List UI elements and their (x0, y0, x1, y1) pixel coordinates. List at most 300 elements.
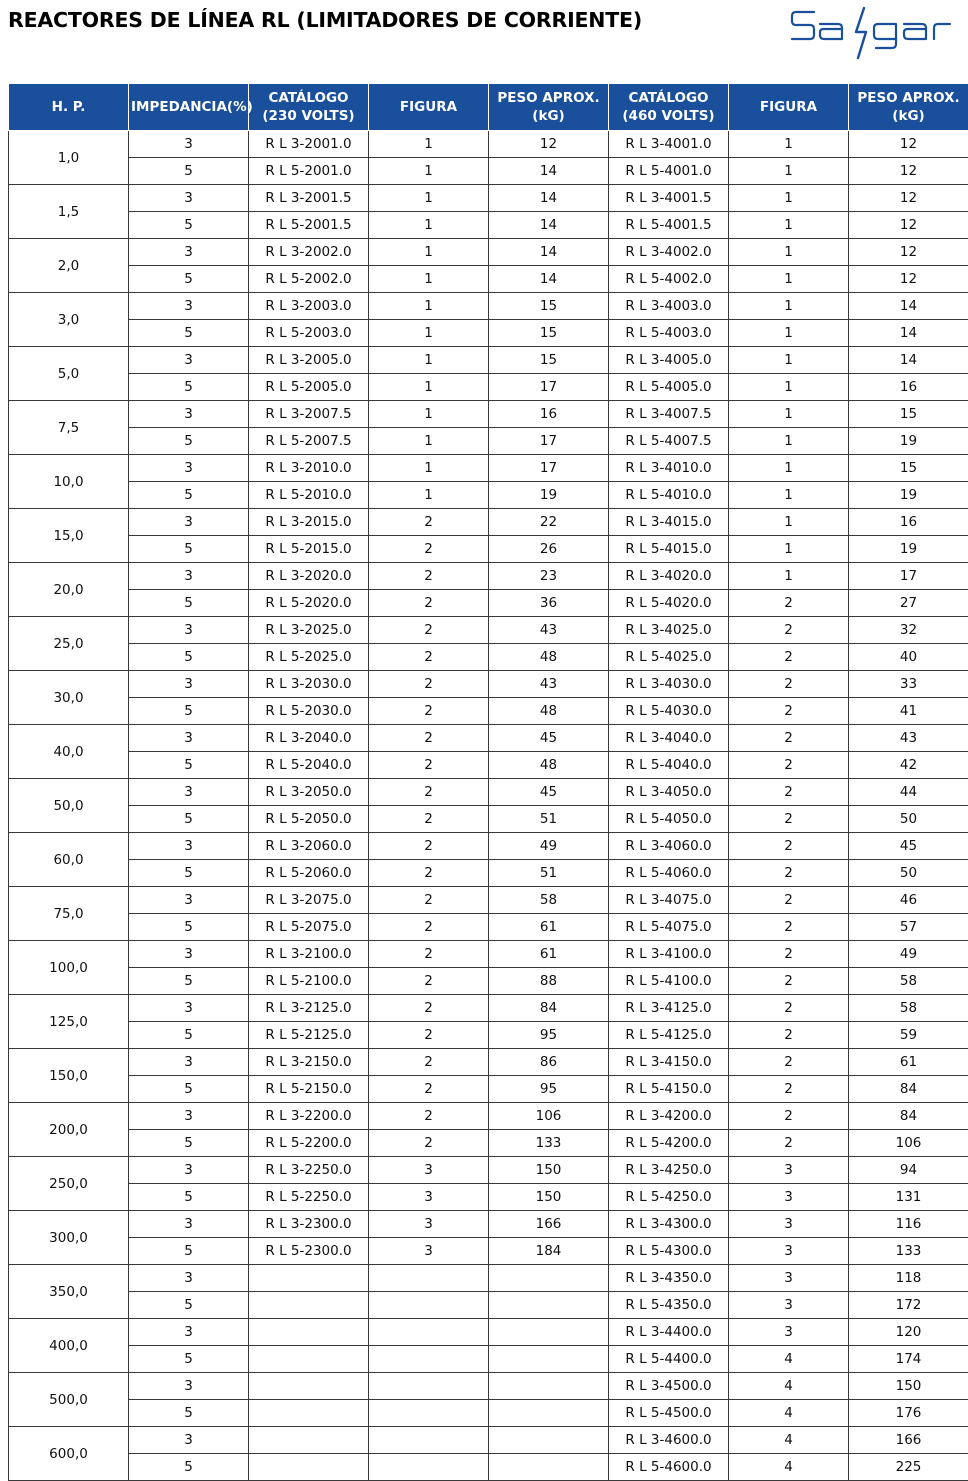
table-row (9, 1400, 968, 1427)
impedancia-cell: 3 (129, 1265, 249, 1292)
catalogo-460-cell: R L 5-4015.0 (609, 536, 729, 563)
table-row (9, 1238, 968, 1265)
peso-230-cell: 106 (489, 1103, 609, 1130)
catalogo-460-cell: R L 3-4250.0 (609, 1157, 729, 1184)
catalogo-460-cell: R L 5-4060.0 (609, 860, 729, 887)
figura-460-cell: 2 (729, 1130, 849, 1157)
catalogo-230-cell: R L 5-2040.0 (249, 752, 369, 779)
table-row (9, 428, 968, 455)
header-figura-460: FIGURA (729, 84, 849, 131)
table-row (9, 293, 968, 320)
impedancia-cell: 5 (129, 1076, 249, 1103)
figura-230-cell: 1 (369, 266, 489, 293)
table-row (9, 374, 968, 401)
header-hp: H. P. (9, 84, 129, 131)
hp-cell: 200,0 (9, 1103, 129, 1157)
peso-230-cell: 84 (489, 995, 609, 1022)
impedancia-cell: 5 (129, 1184, 249, 1211)
figura-460-cell: 2 (729, 698, 849, 725)
impedancia-cell: 5 (129, 266, 249, 293)
table-row (9, 1076, 968, 1103)
catalogo-230-cell (249, 1400, 369, 1427)
hp-cell: 15,0 (9, 509, 129, 563)
catalogo-230-cell: R L 5-2200.0 (249, 1130, 369, 1157)
impedancia-cell: 5 (129, 536, 249, 563)
figura-460-cell: 2 (729, 644, 849, 671)
peso-230-cell: 15 (489, 320, 609, 347)
hp-cell: 10,0 (9, 455, 129, 509)
impedancia-cell: 5 (129, 1400, 249, 1427)
catalogo-460-cell: R L 5-4250.0 (609, 1184, 729, 1211)
catalogo-230-cell: R L 3-2025.0 (249, 617, 369, 644)
peso-230-cell: 88 (489, 968, 609, 995)
figura-460-cell: 2 (729, 833, 849, 860)
peso-230-cell (489, 1454, 609, 1481)
impedancia-cell: 3 (129, 725, 249, 752)
table-row (9, 1373, 968, 1400)
table-row (9, 1346, 968, 1373)
figura-460-cell: 2 (729, 671, 849, 698)
figura-230-cell: 2 (369, 968, 489, 995)
figura-460-cell: 2 (729, 914, 849, 941)
figura-230-cell: 1 (369, 185, 489, 212)
catalogo-460-cell: R L 3-4003.0 (609, 293, 729, 320)
hp-cell: 600,0 (9, 1427, 129, 1481)
peso-230-cell: 14 (489, 212, 609, 239)
peso-230-cell: 43 (489, 617, 609, 644)
figura-460-cell: 2 (729, 941, 849, 968)
catalogo-460-cell: R L 5-4200.0 (609, 1130, 729, 1157)
catalogo-460-cell: R L 3-4075.0 (609, 887, 729, 914)
catalogo-230-cell: R L 5-2002.0 (249, 266, 369, 293)
catalogo-460-cell: R L 5-4040.0 (609, 752, 729, 779)
catalogo-230-cell: R L 3-2001.0 (249, 131, 369, 158)
peso-460-cell: 43 (849, 725, 968, 752)
catalogo-230-cell: R L 3-2125.0 (249, 995, 369, 1022)
figura-230-cell: 1 (369, 158, 489, 185)
figura-230-cell: 2 (369, 671, 489, 698)
peso-460-cell: 59 (849, 1022, 968, 1049)
peso-230-cell: 17 (489, 428, 609, 455)
catalogo-230-cell: R L 3-2075.0 (249, 887, 369, 914)
impedancia-cell: 3 (129, 1427, 249, 1454)
peso-230-cell (489, 1292, 609, 1319)
peso-230-cell: 15 (489, 347, 609, 374)
figura-230-cell: 2 (369, 1130, 489, 1157)
peso-460-cell: 42 (849, 752, 968, 779)
peso-460-cell: 172 (849, 1292, 968, 1319)
impedancia-cell: 3 (129, 1373, 249, 1400)
catalogo-230-cell: R L 3-2060.0 (249, 833, 369, 860)
peso-460-cell: 12 (849, 212, 968, 239)
catalogo-460-cell: R L 3-4015.0 (609, 509, 729, 536)
figura-230-cell (369, 1292, 489, 1319)
table-row (9, 833, 968, 860)
table-row (9, 1103, 968, 1130)
catalogo-460-cell: R L 3-4500.0 (609, 1373, 729, 1400)
figura-230-cell: 2 (369, 698, 489, 725)
peso-460-cell: 12 (849, 131, 968, 158)
figura-230-cell: 2 (369, 617, 489, 644)
figura-230-cell: 1 (369, 131, 489, 158)
hp-cell: 7,5 (9, 401, 129, 455)
peso-230-cell: 58 (489, 887, 609, 914)
figura-460-cell: 1 (729, 266, 849, 293)
peso-460-cell: 176 (849, 1400, 968, 1427)
peso-460-cell: 133 (849, 1238, 968, 1265)
catalogo-460-cell: R L 3-4060.0 (609, 833, 729, 860)
catalogo-460-cell: R L 3-4001.5 (609, 185, 729, 212)
peso-460-cell: 94 (849, 1157, 968, 1184)
figura-460-cell: 2 (729, 725, 849, 752)
peso-230-cell: 19 (489, 482, 609, 509)
peso-460-cell: 58 (849, 968, 968, 995)
impedancia-cell: 5 (129, 698, 249, 725)
catalogo-460-cell: R L 3-4005.0 (609, 347, 729, 374)
catalogo-230-cell (249, 1454, 369, 1481)
peso-230-cell: 61 (489, 914, 609, 941)
catalogo-460-cell: R L 5-4300.0 (609, 1238, 729, 1265)
peso-460-cell: 12 (849, 185, 968, 212)
figura-460-cell: 1 (729, 428, 849, 455)
figura-230-cell: 1 (369, 347, 489, 374)
peso-230-cell: 49 (489, 833, 609, 860)
catalogo-460-cell: R L 3-4125.0 (609, 995, 729, 1022)
peso-460-cell: 44 (849, 779, 968, 806)
peso-460-cell: 17 (849, 563, 968, 590)
peso-230-cell (489, 1265, 609, 1292)
table-row (9, 1427, 968, 1454)
table-row (9, 806, 968, 833)
table-row (9, 590, 968, 617)
table-row (9, 1211, 968, 1238)
figura-460-cell: 1 (729, 536, 849, 563)
table-row (9, 725, 968, 752)
figura-460-cell: 2 (729, 968, 849, 995)
peso-460-cell: 57 (849, 914, 968, 941)
catalogo-460-cell: R L 5-4001.5 (609, 212, 729, 239)
figura-230-cell: 2 (369, 914, 489, 941)
figura-460-cell: 1 (729, 401, 849, 428)
figura-230-cell: 2 (369, 563, 489, 590)
figura-230-cell: 1 (369, 320, 489, 347)
figura-460-cell: 4 (729, 1373, 849, 1400)
table-row (9, 1049, 968, 1076)
figura-230-cell: 3 (369, 1238, 489, 1265)
figura-230-cell: 1 (369, 401, 489, 428)
figura-230-cell: 1 (369, 455, 489, 482)
table-row (9, 536, 968, 563)
peso-230-cell: 48 (489, 698, 609, 725)
catalogo-230-cell (249, 1373, 369, 1400)
peso-460-cell: 84 (849, 1103, 968, 1130)
catalogo-460-cell: R L 3-4150.0 (609, 1049, 729, 1076)
impedancia-cell: 5 (129, 320, 249, 347)
figura-460-cell: 1 (729, 455, 849, 482)
table-row (9, 1265, 968, 1292)
figura-230-cell: 2 (369, 536, 489, 563)
figura-230-cell: 2 (369, 1049, 489, 1076)
table-header-row (9, 84, 968, 131)
peso-460-cell: 225 (849, 1454, 968, 1481)
peso-460-cell: 12 (849, 158, 968, 185)
peso-460-cell: 120 (849, 1319, 968, 1346)
impedancia-cell: 3 (129, 887, 249, 914)
catalogo-460-cell: R L 3-4050.0 (609, 779, 729, 806)
catalogo-230-cell: R L 5-2250.0 (249, 1184, 369, 1211)
table-row (9, 887, 968, 914)
table-row (9, 509, 968, 536)
hp-cell: 60,0 (9, 833, 129, 887)
peso-460-cell: 61 (849, 1049, 968, 1076)
catalogo-230-cell: R L 5-2030.0 (249, 698, 369, 725)
impedancia-cell: 5 (129, 1346, 249, 1373)
impedancia-cell: 5 (129, 428, 249, 455)
catalogo-460-cell: R L 5-4050.0 (609, 806, 729, 833)
peso-460-cell: 131 (849, 1184, 968, 1211)
table-row (9, 266, 968, 293)
header-impedancia: IMPEDANCIA(%) (129, 84, 249, 131)
figura-230-cell: 2 (369, 1022, 489, 1049)
hp-cell: 25,0 (9, 617, 129, 671)
catalogo-230-cell: R L 3-2150.0 (249, 1049, 369, 1076)
table-row (9, 1292, 968, 1319)
figura-460-cell: 1 (729, 293, 849, 320)
catalogo-230-cell: R L 3-2040.0 (249, 725, 369, 752)
impedancia-cell: 5 (129, 590, 249, 617)
catalogo-230-cell: R L 5-2060.0 (249, 860, 369, 887)
reactors-table (8, 83, 968, 1481)
catalogo-230-cell: R L 3-2003.0 (249, 293, 369, 320)
hp-cell: 5,0 (9, 347, 129, 401)
table-row (9, 941, 968, 968)
hp-cell: 1,0 (9, 131, 129, 185)
figura-460-cell: 1 (729, 509, 849, 536)
figura-460-cell: 2 (729, 617, 849, 644)
hp-cell: 500,0 (9, 1373, 129, 1427)
figura-230-cell: 2 (369, 941, 489, 968)
peso-460-cell: 14 (849, 293, 968, 320)
peso-460-cell: 33 (849, 671, 968, 698)
peso-230-cell (489, 1346, 609, 1373)
figura-460-cell: 1 (729, 212, 849, 239)
table-row (9, 563, 968, 590)
impedancia-cell: 3 (129, 1211, 249, 1238)
impedancia-cell: 3 (129, 941, 249, 968)
hp-cell: 30,0 (9, 671, 129, 725)
impedancia-cell: 3 (129, 833, 249, 860)
figura-230-cell (369, 1454, 489, 1481)
figura-460-cell: 4 (729, 1427, 849, 1454)
figura-460-cell: 1 (729, 239, 849, 266)
table-row (9, 401, 968, 428)
table-row (9, 1130, 968, 1157)
table-row (9, 239, 968, 266)
impedancia-cell: 5 (129, 806, 249, 833)
catalogo-460-cell: R L 5-4125.0 (609, 1022, 729, 1049)
impedancia-cell: 5 (129, 644, 249, 671)
header-catalogo-460: CATÁLOGO (460 VOLTS) (609, 84, 729, 131)
peso-460-cell: 27 (849, 590, 968, 617)
peso-460-cell: 32 (849, 617, 968, 644)
catalogo-230-cell: R L 3-2020.0 (249, 563, 369, 590)
catalogo-460-cell: R L 3-4200.0 (609, 1103, 729, 1130)
peso-230-cell: 95 (489, 1022, 609, 1049)
impedancia-cell: 3 (129, 293, 249, 320)
figura-460-cell: 2 (729, 995, 849, 1022)
catalogo-460-cell: R L 5-4100.0 (609, 968, 729, 995)
impedancia-cell: 5 (129, 968, 249, 995)
figura-460-cell: 1 (729, 482, 849, 509)
peso-460-cell: 19 (849, 536, 968, 563)
header-peso-460: PESO APROX. (kG) (849, 84, 968, 131)
table-row (9, 320, 968, 347)
peso-460-cell: 174 (849, 1346, 968, 1373)
peso-230-cell (489, 1400, 609, 1427)
peso-460-cell: 50 (849, 806, 968, 833)
peso-230-cell: 17 (489, 374, 609, 401)
figura-230-cell: 1 (369, 293, 489, 320)
table-row (9, 698, 968, 725)
impedancia-cell: 5 (129, 914, 249, 941)
figura-460-cell: 1 (729, 563, 849, 590)
table-body (9, 131, 968, 1481)
figura-230-cell: 2 (369, 752, 489, 779)
impedancia-cell: 5 (129, 482, 249, 509)
peso-460-cell: 45 (849, 833, 968, 860)
figura-460-cell: 2 (729, 590, 849, 617)
peso-460-cell: 40 (849, 644, 968, 671)
peso-460-cell: 15 (849, 455, 968, 482)
hp-cell: 300,0 (9, 1211, 129, 1265)
catalogo-230-cell: R L 5-2025.0 (249, 644, 369, 671)
catalogo-230-cell: R L 5-2001.5 (249, 212, 369, 239)
figura-230-cell: 1 (369, 239, 489, 266)
peso-230-cell: 51 (489, 806, 609, 833)
figura-230-cell: 2 (369, 779, 489, 806)
table-row (9, 1454, 968, 1481)
impedancia-cell: 5 (129, 1130, 249, 1157)
figura-460-cell: 3 (729, 1238, 849, 1265)
catalogo-230-cell: R L 5-2007.5 (249, 428, 369, 455)
figura-460-cell: 4 (729, 1346, 849, 1373)
peso-230-cell: 23 (489, 563, 609, 590)
peso-230-cell: 12 (489, 131, 609, 158)
catalogo-460-cell: R L 3-4007.5 (609, 401, 729, 428)
impedancia-cell: 3 (129, 239, 249, 266)
peso-230-cell: 16 (489, 401, 609, 428)
peso-230-cell: 14 (489, 158, 609, 185)
impedancia-cell: 3 (129, 1319, 249, 1346)
peso-230-cell: 133 (489, 1130, 609, 1157)
figura-460-cell: 2 (729, 752, 849, 779)
impedancia-cell: 3 (129, 1103, 249, 1130)
figura-460-cell: 1 (729, 320, 849, 347)
peso-460-cell: 49 (849, 941, 968, 968)
catalogo-230-cell: R L 3-2030.0 (249, 671, 369, 698)
figura-460-cell: 1 (729, 347, 849, 374)
catalogo-230-cell: R L 5-2100.0 (249, 968, 369, 995)
figura-230-cell: 2 (369, 1103, 489, 1130)
catalogo-460-cell: R L 5-4075.0 (609, 914, 729, 941)
impedancia-cell: 3 (129, 401, 249, 428)
impedancia-cell: 5 (129, 212, 249, 239)
peso-230-cell: 45 (489, 725, 609, 752)
hp-cell: 50,0 (9, 779, 129, 833)
impedancia-cell: 3 (129, 185, 249, 212)
figura-460-cell: 2 (729, 1076, 849, 1103)
figura-230-cell: 1 (369, 482, 489, 509)
peso-460-cell: 166 (849, 1427, 968, 1454)
peso-230-cell (489, 1427, 609, 1454)
impedancia-cell: 3 (129, 131, 249, 158)
catalogo-460-cell: R L 3-4001.0 (609, 131, 729, 158)
catalogo-230-cell: R L 5-2003.0 (249, 320, 369, 347)
figura-230-cell: 2 (369, 509, 489, 536)
peso-230-cell (489, 1373, 609, 1400)
figura-230-cell: 3 (369, 1157, 489, 1184)
table-row (9, 779, 968, 806)
catalogo-230-cell: R L 3-2015.0 (249, 509, 369, 536)
catalogo-460-cell: R L 3-4300.0 (609, 1211, 729, 1238)
peso-230-cell: 26 (489, 536, 609, 563)
impedancia-cell: 5 (129, 1454, 249, 1481)
saigar-logo (786, 2, 966, 62)
peso-460-cell: 84 (849, 1076, 968, 1103)
figura-460-cell: 4 (729, 1454, 849, 1481)
table-row (9, 455, 968, 482)
hp-cell: 40,0 (9, 725, 129, 779)
peso-460-cell: 106 (849, 1130, 968, 1157)
hp-cell: 400,0 (9, 1319, 129, 1373)
figura-460-cell: 3 (729, 1157, 849, 1184)
table-row (9, 1022, 968, 1049)
table-row (9, 671, 968, 698)
peso-460-cell: 41 (849, 698, 968, 725)
peso-230-cell: 150 (489, 1184, 609, 1211)
figura-230-cell: 2 (369, 1076, 489, 1103)
figura-460-cell: 3 (729, 1292, 849, 1319)
catalogo-460-cell: R L 5-4003.0 (609, 320, 729, 347)
figura-460-cell: 1 (729, 158, 849, 185)
figura-460-cell: 2 (729, 1049, 849, 1076)
catalogo-230-cell: R L 5-2010.0 (249, 482, 369, 509)
catalogo-460-cell: R L 3-4020.0 (609, 563, 729, 590)
peso-460-cell: 150 (849, 1373, 968, 1400)
figura-460-cell: 3 (729, 1265, 849, 1292)
catalogo-230-cell: R L 5-2050.0 (249, 806, 369, 833)
peso-230-cell: 61 (489, 941, 609, 968)
hp-cell: 75,0 (9, 887, 129, 941)
catalogo-460-cell: R L 5-4007.5 (609, 428, 729, 455)
impedancia-cell: 5 (129, 1292, 249, 1319)
hp-cell: 20,0 (9, 563, 129, 617)
impedancia-cell: 3 (129, 779, 249, 806)
figura-460-cell: 3 (729, 1211, 849, 1238)
figura-230-cell (369, 1319, 489, 1346)
impedancia-cell: 5 (129, 1022, 249, 1049)
hp-cell: 1,5 (9, 185, 129, 239)
catalogo-460-cell: R L 5-4500.0 (609, 1400, 729, 1427)
catalogo-460-cell: R L 5-4150.0 (609, 1076, 729, 1103)
peso-460-cell: 14 (849, 347, 968, 374)
peso-460-cell: 14 (849, 320, 968, 347)
impedancia-cell: 3 (129, 995, 249, 1022)
table-row (9, 347, 968, 374)
peso-460-cell: 58 (849, 995, 968, 1022)
table-row (9, 860, 968, 887)
peso-460-cell: 50 (849, 860, 968, 887)
